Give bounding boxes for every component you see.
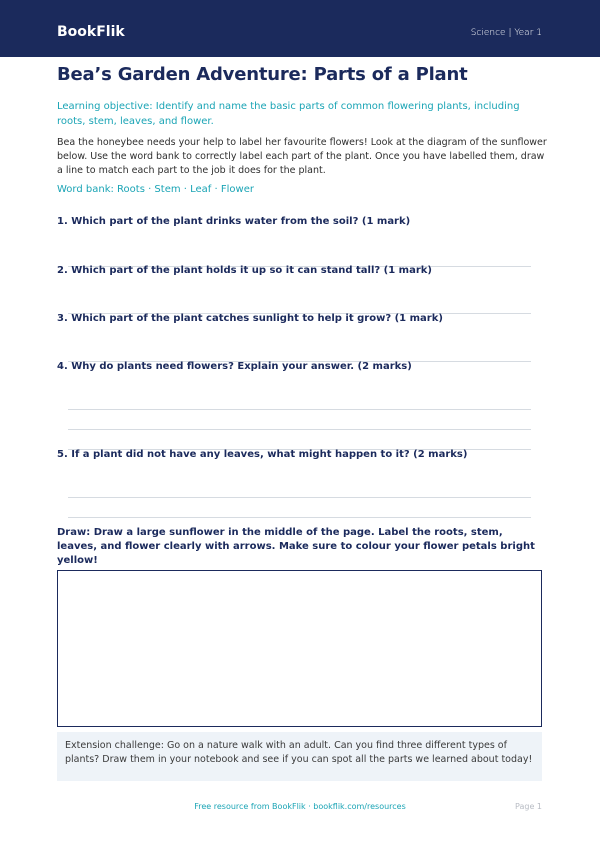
- extension-challenge: Extension challenge: Go on a nature walk with an adult. Can you find three different types of plants? Draw them in your notebook and see if you can spot all the parts we learned about today!: [57, 732, 542, 781]
- question-2: 2. Which part of the plant holds it up so it can stand tall? (1 mark): [57, 265, 432, 276]
- answer-line[interactable]: [68, 429, 531, 430]
- question-1: 1. Which part of the plant drinks water from the soil? (1 mark): [57, 216, 411, 227]
- subject-year-label: Science | Year 1: [470, 28, 542, 38]
- word-bank: Word bank: Roots · Stem · Leaf · Flower: [57, 184, 254, 195]
- question-3: 3. Which part of the plant catches sunlight to help it grow? (1 mark): [57, 313, 443, 324]
- question-4: 4. Why do plants need flowers? Explain your answer. (2 marks): [57, 361, 412, 372]
- site-header: [0, 0, 600, 57]
- drawing-area[interactable]: [57, 570, 542, 727]
- answer-line[interactable]: [68, 497, 531, 498]
- intro-text: Bea the honeybee needs your help to label her favourite flowers! Look at the diagram of the sunflower below. Use the word bank to correctly label each part of the plant. Once you have labelled them, draw a line to match each part to the job it does for the plant.: [57, 137, 547, 176]
- page-number: Page 1: [515, 802, 542, 811]
- question-5: 5. If a plant did not have any leaves, what might happen to it? (2 marks): [57, 449, 468, 460]
- answer-line[interactable]: [68, 409, 531, 410]
- draw-prompt: Draw: Draw a large sunflower in the middle of the page. Label the roots, stem, leaves, and flower clearly with arrows. Make sure to colour your flower petals bright yellow!: [57, 527, 535, 566]
- footer-resource-link[interactable]: Free resource from BookFlik · bookflik.com/resources: [194, 802, 406, 811]
- learning-objective: Learning objective: Identify and name the basic parts of common flowering plants, including roots, stem, leaves, and flower.: [57, 101, 520, 127]
- answer-line[interactable]: [68, 517, 531, 518]
- brand-logo[interactable]: BookFlik: [57, 24, 125, 40]
- worksheet-title: Bea’s Garden Adventure: Parts of a Plant: [57, 64, 468, 85]
